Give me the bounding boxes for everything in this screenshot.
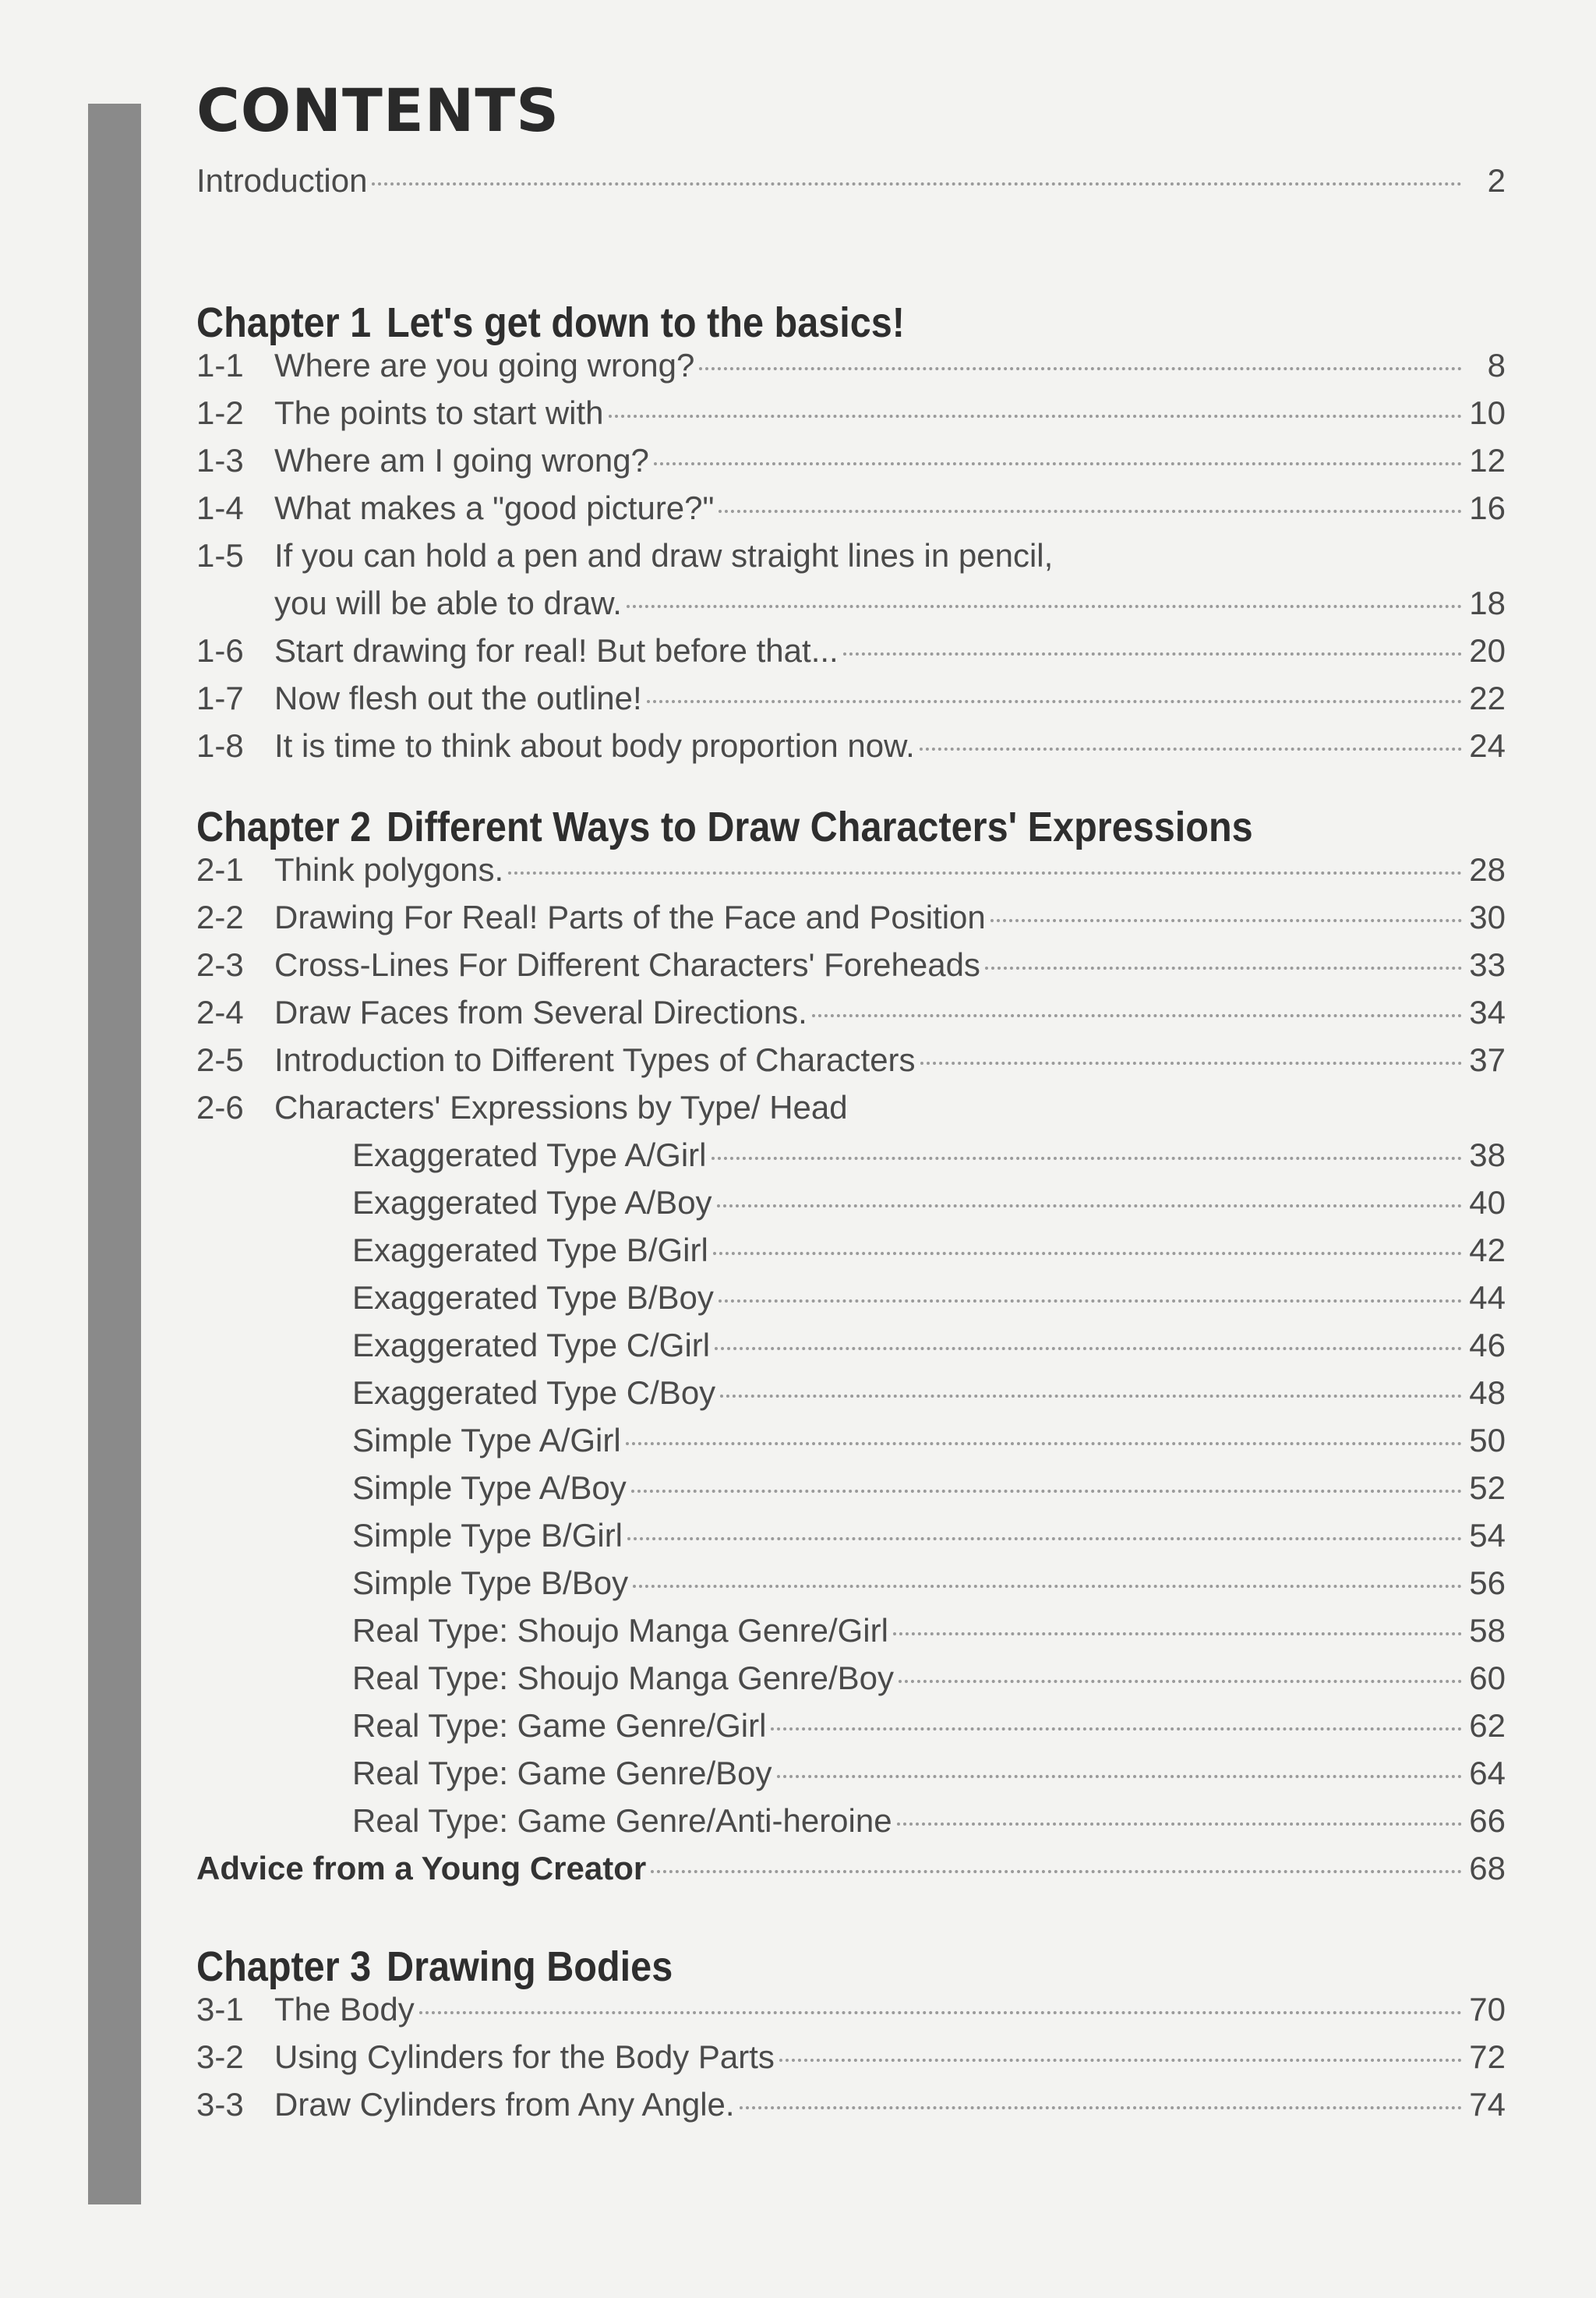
toc-number: 2-3 [196,946,244,983]
leader-dots [647,700,1462,703]
toc-number: 2-1 [196,850,244,888]
toc-subentry[interactable] [196,1802,1506,1850]
leader-dots [372,182,1462,186]
toc-page: 20 [1469,631,1506,669]
toc-label: Using Cylinders for the Body Parts [274,2038,775,2075]
leader-dots [920,1062,1462,1065]
toc-page: 28 [1469,850,1506,888]
toc-page: 46 [1469,1326,1506,1363]
toc-label: Simple Type B/Girl [352,1516,623,1554]
sidebar-bar [88,104,141,2204]
toc-label: Characters' Expressions by Type/ Head [274,1088,848,1126]
toc-page: 10 [1469,394,1506,431]
toc-page: 58 [1469,1611,1506,1649]
toc-page: 40 [1469,1183,1506,1221]
leader-dots [711,1157,1463,1160]
toc-label: Real Type: Game Genre/Anti-heroine [352,1801,892,1839]
toc-entry[interactable] [196,2086,1506,2134]
toc-label: Start drawing for real! But before that... [274,631,839,669]
toc-subentry[interactable] [196,1232,1506,1279]
leader-dots [899,1680,1462,1683]
toc-page: 68 [1469,1849,1506,1886]
leader-dots [626,1442,1462,1445]
toc-number: 1-5 [196,536,244,574]
toc-page: 44 [1469,1278,1506,1316]
toc-label: Exaggerated Type B/Girl [352,1231,708,1268]
leader-dots [654,462,1462,465]
toc-number: 3-1 [196,1990,244,2028]
toc-subentry[interactable] [196,1184,1506,1232]
toc-label: Real Type: Game Genre/Girl [352,1706,767,1744]
leader-dots [508,871,1462,875]
toc-label: Where am I going wrong? [274,441,649,479]
toc-entry[interactable] [196,994,1506,1041]
chapter-title: Different Ways to Draw Characters' Expressions [386,803,1253,850]
toc-page: 38 [1469,1136,1506,1173]
toc-page: 12 [1469,441,1506,479]
toc-entry[interactable] [196,394,1506,442]
toc-label: What makes a "good picture?" [274,489,715,526]
toc-entry-continuation[interactable] [196,585,1506,632]
leader-dots [719,1299,1462,1303]
leader-dots [779,2059,1462,2062]
toc-entry[interactable] [196,442,1506,490]
toc-label: The Body [274,1990,415,2028]
leader-dots [651,1870,1462,1873]
toc-label: Cross-Lines For Different Characters' Foreheads [274,946,980,983]
toc-entry-introduction[interactable] [196,162,1506,210]
toc-subentry[interactable] [196,1755,1506,1802]
toc-entry[interactable] [196,1991,1506,2038]
toc-entry[interactable] [196,946,1506,994]
toc-page: 70 [1469,1990,1506,2028]
toc-subentry[interactable] [196,1374,1506,1422]
toc-page: 64 [1469,1754,1506,1791]
toc-label: Drawing For Real! Parts of the Face and Position [274,898,986,935]
toc-number: 3-3 [196,2085,244,2123]
toc-entry[interactable] [196,851,1506,899]
toc-subentry[interactable] [196,1660,1506,1707]
toc-page: 42 [1469,1231,1506,1268]
toc-page: 34 [1469,993,1506,1031]
leader-dots [740,2106,1462,2109]
toc-entry-advice[interactable] [196,1850,1506,1897]
toc-number: 1-2 [196,394,244,431]
chapter-1-entries [196,347,1506,775]
toc-label-continuation: you will be able to draw. [274,584,622,621]
toc-page: 52 [1469,1469,1506,1506]
leader-dots [717,1204,1462,1207]
page-title: CONTENTS [196,76,560,145]
toc-page: 56 [1469,1564,1506,1601]
toc-page: 18 [1469,584,1506,621]
chapter-2-entries [196,851,1506,1897]
leader-dots [419,2011,1462,2014]
leader-dots [715,1347,1462,1350]
leader-dots [843,652,1462,656]
toc-subentry[interactable] [196,1564,1506,1612]
toc-label: Advice from a Young Creator [196,1849,647,1886]
toc-entry[interactable] [196,632,1506,680]
toc-number: 1-3 [196,441,244,479]
toc-label: Introduction [196,161,368,199]
toc-subentry[interactable] [196,1612,1506,1660]
toc-label: It is time to think about body proportion now. [274,727,915,764]
toc-page: 66 [1469,1801,1506,1839]
leader-dots [627,1537,1462,1540]
toc-page: 16 [1469,489,1506,526]
toc-page: 37 [1469,1041,1506,1078]
contents-page [196,78,1506,2134]
leader-dots [609,415,1462,418]
chapter-number: Chapter 2 [196,803,372,850]
toc-page: 50 [1469,1421,1506,1458]
toc-number: 2-6 [196,1088,244,1126]
leader-dots [990,919,1462,922]
toc-page: 72 [1469,2038,1506,2075]
toc-page: 33 [1469,946,1506,983]
toc-label: Real Type: Shoujo Manga Genre/Girl [352,1611,888,1649]
leader-dots [719,510,1462,513]
toc-label: Simple Type B/Boy [352,1564,629,1601]
toc-label: Real Type: Shoujo Manga Genre/Boy [352,1659,894,1696]
leader-dots [699,367,1462,370]
toc-entry[interactable] [196,1041,1506,1089]
toc-number: 2-5 [196,1041,244,1078]
toc-subentry[interactable] [196,1137,1506,1184]
toc-page: 30 [1469,898,1506,935]
toc-page: 2 [1487,161,1506,199]
leader-dots [897,1822,1462,1826]
chapter-heading-1 [196,288,1375,347]
toc-label: Exaggerated Type B/Boy [352,1278,714,1316]
leader-dots [631,1490,1462,1493]
toc-label: Exaggerated Type A/Boy [352,1183,712,1221]
toc-entry[interactable] [196,1089,1506,1137]
toc-label: Simple Type A/Girl [352,1421,621,1458]
chapter-title: Let's get down to the basics! [386,299,905,346]
toc-label: Think polygons. [274,850,504,888]
toc-entry[interactable] [196,537,1506,585]
toc-number: 2-4 [196,993,244,1031]
toc-label: The points to start with [274,394,604,431]
toc-number: 3-2 [196,2038,244,2075]
chapter-title: Drawing Bodies [386,1943,673,1990]
toc-page: 54 [1469,1516,1506,1554]
toc-page: 8 [1487,346,1506,384]
toc-number: 1-1 [196,346,244,384]
toc-subentry[interactable] [196,1517,1506,1564]
toc-subentry[interactable] [196,1469,1506,1517]
toc-label: Exaggerated Type A/Girl [352,1136,707,1173]
toc-label: Now flesh out the outline! [274,679,642,716]
toc-page: 60 [1469,1659,1506,1696]
leader-dots [627,605,1462,608]
toc-page: 48 [1469,1373,1506,1411]
toc-label: If you can hold a pen and draw straight lines in pencil, [274,536,1054,574]
chapter-3-entries [196,1991,1506,2134]
leader-dots [777,1775,1463,1778]
toc-entry[interactable] [196,727,1506,775]
toc-entry[interactable] [196,2038,1506,2086]
toc-label: Real Type: Game Genre/Boy [352,1754,772,1791]
leader-dots [985,967,1462,970]
toc-subentry[interactable] [196,1279,1506,1327]
toc-label: Where are you going wrong? [274,346,695,384]
toc-label: Simple Type A/Boy [352,1469,627,1506]
toc-page: 62 [1469,1706,1506,1744]
toc-entry[interactable] [196,490,1506,537]
toc-page: 74 [1469,2085,1506,2123]
chapter-number: Chapter 3 [196,1943,372,1990]
toc-subentry[interactable] [196,1327,1506,1374]
toc-label: Draw Cylinders from Any Angle. [274,2085,735,2123]
leader-dots [893,1632,1462,1635]
toc-page: 22 [1469,679,1506,716]
toc-entry[interactable] [196,899,1506,946]
toc-number: 1-8 [196,727,244,764]
leader-dots [713,1252,1462,1255]
leader-dots [633,1585,1462,1588]
leader-dots [771,1727,1462,1731]
toc-entry[interactable] [196,680,1506,727]
leader-dots [720,1395,1462,1398]
toc-number: 1-4 [196,489,244,526]
toc-label: Draw Faces from Several Directions. [274,993,807,1031]
chapter-heading-3 [196,1932,1375,1991]
toc-page: 24 [1469,727,1506,764]
toc-subentry[interactable] [196,1707,1506,1755]
toc-number: 1-7 [196,679,244,716]
toc-subentry[interactable] [196,1422,1506,1469]
toc-number: 2-2 [196,898,244,935]
toc-label: Introduction to Different Types of Characters [274,1041,916,1078]
chapter-heading-2 [196,792,1375,851]
toc-label: Exaggerated Type C/Girl [352,1326,711,1363]
leader-dots [812,1014,1462,1017]
toc-number: 1-6 [196,631,244,669]
toc-label: Exaggerated Type C/Boy [352,1373,716,1411]
toc-entry[interactable] [196,347,1506,394]
chapter-number: Chapter 1 [196,299,372,346]
leader-dots [920,748,1462,751]
